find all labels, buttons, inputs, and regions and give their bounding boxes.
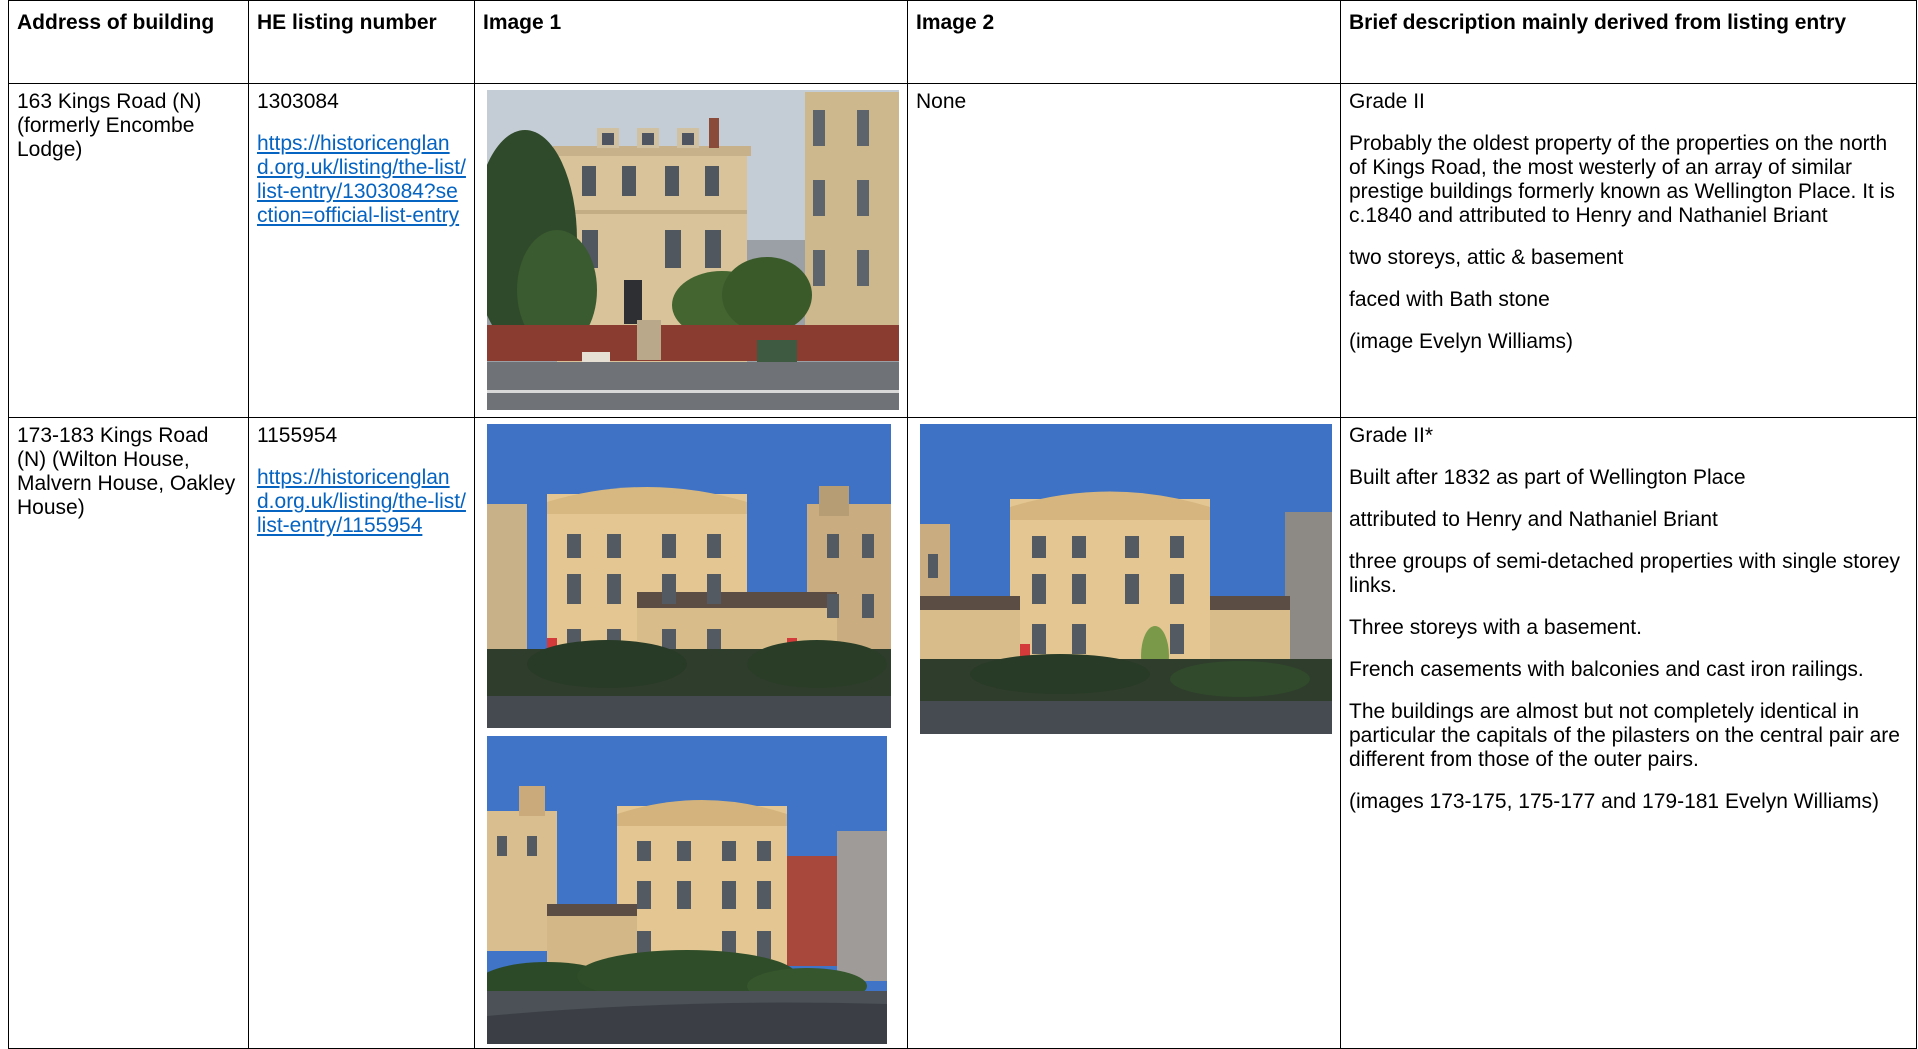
description-text: French casements with balconies and cast iron railings. bbox=[1349, 658, 1864, 681]
building-photo-163-drawing bbox=[487, 90, 899, 410]
building-photo-173-175 bbox=[487, 424, 891, 728]
header-listing-number: HE listing number bbox=[249, 1, 475, 84]
description-cell bbox=[1341, 84, 1917, 418]
header-description: Brief description mainly derived from listing entry bbox=[1341, 1, 1917, 84]
description-text: two storeys, attic & basement bbox=[1349, 246, 1624, 269]
listing-cell bbox=[249, 418, 475, 1049]
description-grade: Grade II bbox=[1349, 90, 1425, 113]
description-text: attributed to Henry and Nathaniel Briant bbox=[1349, 508, 1718, 531]
listing-table bbox=[8, 0, 1917, 1049]
description-text: three groups of semi-detached properties with single storey links. bbox=[1349, 550, 1900, 597]
description-cell bbox=[1341, 418, 1917, 1049]
header-image-2: Image 2 bbox=[908, 1, 1341, 84]
image-1-cell bbox=[475, 418, 908, 1049]
listing-number: 1303084 bbox=[257, 90, 339, 113]
table-row bbox=[9, 418, 1917, 1049]
listing-cell bbox=[249, 84, 475, 418]
building-photo-175-177 bbox=[920, 424, 1332, 734]
listing-link[interactable]: https://historicengland.org.uk/listing/the-list/list-entry/1303084?section=official-list-entry bbox=[257, 132, 466, 227]
header-row bbox=[9, 1, 1917, 84]
image-1-cell bbox=[475, 84, 908, 418]
image-2-none: None bbox=[916, 90, 967, 113]
address-cell bbox=[9, 84, 249, 418]
description-credit: (images 173-175, 175-177 and 179-181 Evelyn Williams) bbox=[1349, 790, 1879, 813]
building-photo-179-181 bbox=[487, 736, 887, 1044]
listing-number: 1155954 bbox=[257, 424, 338, 447]
building-photo-163 bbox=[487, 90, 899, 410]
header-address: Address of building bbox=[9, 1, 249, 84]
description-text: Three storeys with a basement. bbox=[1349, 616, 1642, 639]
listing-link[interactable]: https://historicengland.org.uk/listing/the-list/list-entry/1155954 bbox=[257, 466, 466, 537]
description-text: The buildings are almost but not completely identical in particular the capitals of the pilasters on the central pair are different from those of the outer pairs. bbox=[1349, 700, 1900, 771]
building-photo-175-177-drawing bbox=[920, 424, 1332, 734]
description-credit: (image Evelyn Williams) bbox=[1349, 330, 1574, 353]
address-text: 173-183 Kings Road (N) (Wilton House, Malvern House, Oakley House) bbox=[17, 424, 236, 519]
description-text: faced with Bath stone bbox=[1349, 288, 1550, 311]
table-row bbox=[9, 84, 1917, 418]
description-text: Probably the oldest property of the properties on the north of Kings Road, the most westerly of an array of similar prestige buildings formerly known as Wellington Place. It is c.1840 and attributed to Henry and Nathaniel Briant bbox=[1349, 132, 1895, 227]
building-photo-179-181-drawing bbox=[487, 736, 887, 1044]
image-2-cell bbox=[908, 418, 1341, 1049]
building-photo-173-175-drawing bbox=[487, 424, 891, 728]
description-text: Built after 1832 as part of Wellington Place bbox=[1349, 466, 1746, 489]
header-image-1: Image 1 bbox=[475, 1, 908, 84]
image-2-cell bbox=[908, 84, 1341, 418]
description-grade: Grade II* bbox=[1349, 424, 1434, 447]
address-text: 163 Kings Road (N) (formerly Encombe Lodge) bbox=[17, 90, 202, 161]
address-cell bbox=[9, 418, 249, 1049]
